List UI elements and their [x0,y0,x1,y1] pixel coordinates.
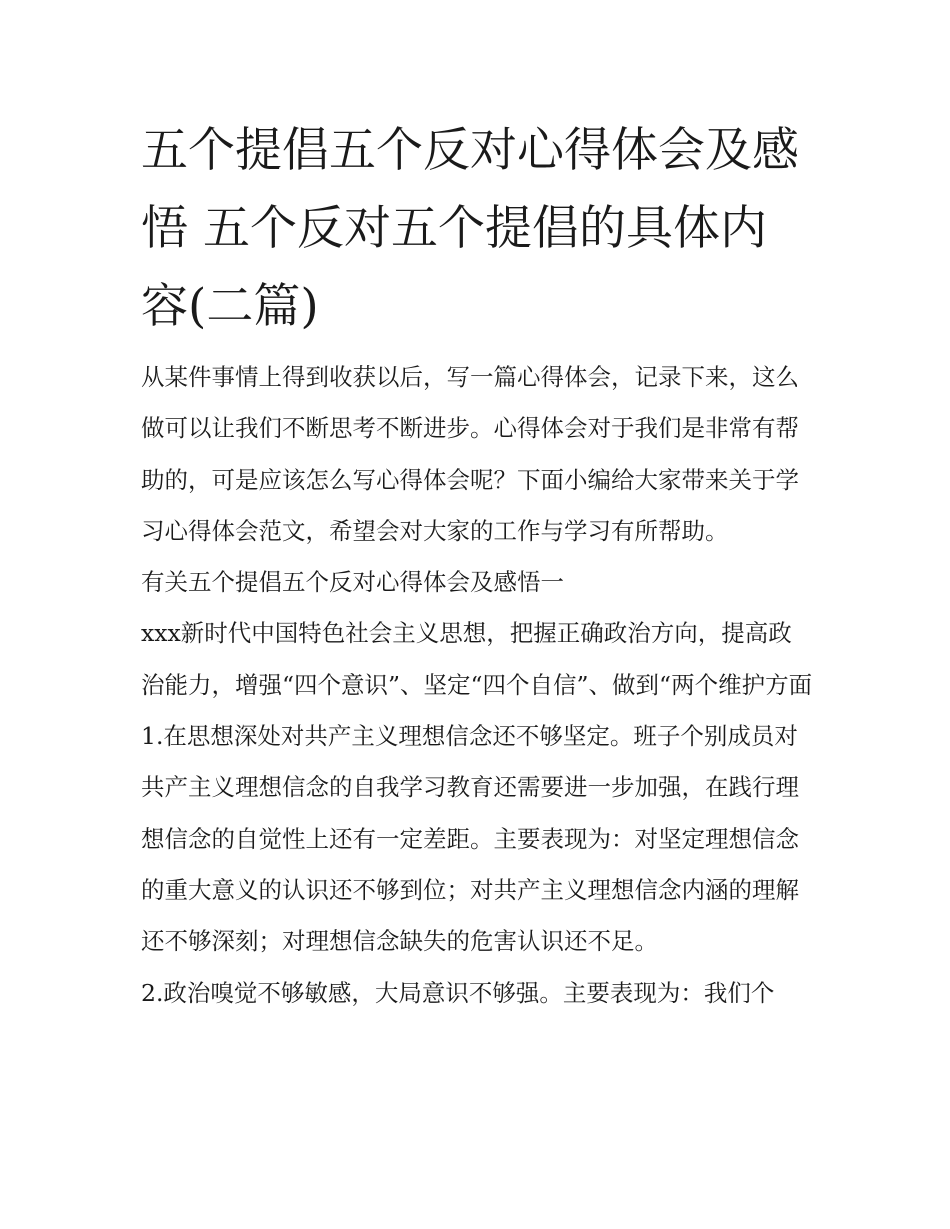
document-title: 五个提倡五个反对心得体会及感悟 五个反对五个提倡的具体内容(二篇) [141,123,799,334]
section-heading: 有关五个提倡五个反对心得体会及感悟一 [141,568,564,597]
intro-paragraph: 从某件事情上得到收获以后，写一篇心得体会，记录下来，这么做可以让我们不断思考不断进步。心得体会对于我们是非常有帮助的，可是应该怎么写心得体会呢？下面小编给大家带来关于学习心得体会范文，希望会对大家的工作与学习有所帮助。 [141,363,799,545]
body-paragraph: 2.政治嗅觉不够敏感，大局意识不够强。主要表现为：我们个 [141,978,775,1007]
body-paragraph: 1.在思想深处对共产主义理想信念还不够坚定。班子个别成员对共产主义理想信念的自我学习教育还需要进一步加强，在践行理想信念的自觉性上还有一定差距。主要表现为：对坚定理想信念的重大意义的认识还不够到位；对共产主义理想信念内涵的理解还不够深刻；对理想信念缺失的危害认识还不足。 [141,722,799,956]
body-paragraph: xxx新时代中国特色社会主义思想，把握正确政治方向，提高政治能力，增强“四个意识”、坚定“四个自信”、做到“两个维护方面 [141,619,813,699]
document-page [141,112,813,1019]
